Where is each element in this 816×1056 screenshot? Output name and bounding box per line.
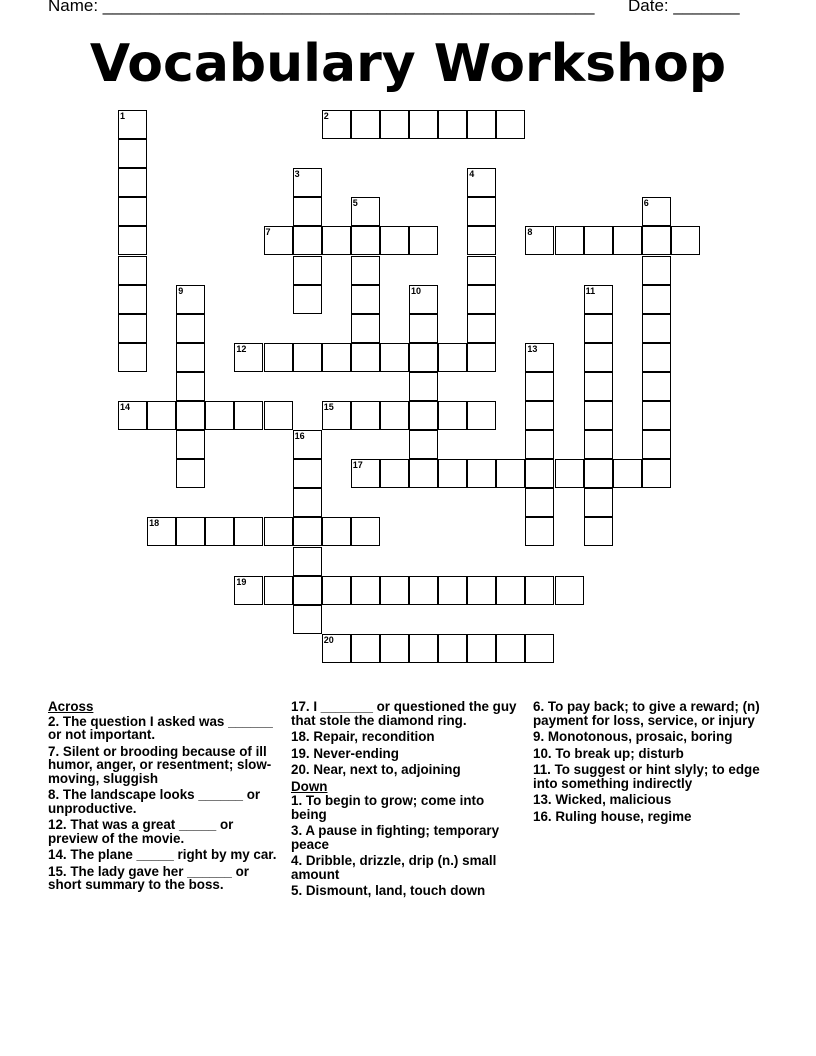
- crossword-cell[interactable]: [264, 401, 293, 430]
- crossword-cell[interactable]: [525, 488, 554, 517]
- clue-number: 4: [469, 169, 475, 180]
- crossword-cell[interactable]: [438, 110, 467, 139]
- clue-down-4: 4. Dribble, drizzle, drip (n.) small amount: [291, 853, 497, 882]
- crossword-cell[interactable]: [351, 401, 380, 430]
- crossword-cell[interactable]: [380, 459, 409, 488]
- crossword-cell[interactable]: [351, 110, 380, 139]
- crossword-cell[interactable]: [351, 343, 380, 372]
- crossword-cell[interactable]: [351, 517, 380, 546]
- crossword-cell[interactable]: [409, 634, 438, 663]
- crossword-cell[interactable]: [642, 343, 671, 372]
- crossword-cell[interactable]: [322, 343, 351, 372]
- clue-across-17: 17. I _______ or questioned the guy that stole the diamond ring.: [291, 699, 517, 728]
- crossword-cell[interactable]: [176, 314, 205, 343]
- crossword-cell[interactable]: [642, 401, 671, 430]
- crossword-cell[interactable]: [525, 576, 554, 605]
- clue-number: 20: [323, 634, 334, 645]
- crossword-cell[interactable]: [467, 314, 496, 343]
- crossword-cell[interactable]: [642, 372, 671, 401]
- crossword-cell[interactable]: [642, 314, 671, 343]
- clue-across-15: 15. The lady gave her ______ or short summary to the boss.: [48, 863, 249, 892]
- crossword-cell[interactable]: [467, 459, 496, 488]
- crossword-cell[interactable]: [351, 256, 380, 285]
- crossword-cell[interactable]: [438, 343, 467, 372]
- crossword-cell[interactable]: [118, 314, 147, 343]
- crossword-cell[interactable]: [176, 459, 205, 488]
- clue-number: 6: [643, 198, 649, 209]
- clue-number: 19: [236, 576, 247, 587]
- crossword-cell[interactable]: [467, 226, 496, 255]
- clue-number: 13: [527, 343, 538, 354]
- crossword-cell[interactable]: [467, 343, 496, 372]
- crossword-cell[interactable]: [293, 226, 322, 255]
- crossword-cell[interactable]: [525, 517, 554, 546]
- crossword-cell[interactable]: [642, 459, 671, 488]
- crossword-cell[interactable]: [205, 517, 234, 546]
- crossword-cell[interactable]: [293, 576, 322, 605]
- clue-down-3: 3. A pause in fighting; temporary peace: [291, 823, 500, 852]
- clue-number: 8: [527, 227, 533, 238]
- crossword-cell[interactable]: [351, 576, 380, 605]
- page-title: Vocabulary Workshop: [89, 34, 727, 94]
- crossword-cell[interactable]: [118, 197, 147, 226]
- clue-number: 9: [178, 285, 184, 296]
- clue-number: 3: [294, 169, 300, 180]
- crossword-cell[interactable]: [584, 517, 613, 546]
- name-field[interactable]: Name: ____________________________________________________: [48, 0, 595, 15]
- crossword-cell[interactable]: [205, 401, 234, 430]
- crossword-cell[interactable]: [438, 401, 467, 430]
- crossword-cell[interactable]: [555, 459, 584, 488]
- crossword-cell[interactable]: [118, 256, 147, 285]
- crossword-cell[interactable]: [525, 372, 554, 401]
- crossword-cell[interactable]: [438, 576, 467, 605]
- clue-number: 5: [352, 198, 358, 209]
- date-field[interactable]: Date: _______: [628, 0, 740, 15]
- crossword-cell[interactable]: [351, 285, 380, 314]
- crossword-cell[interactable]: [293, 285, 322, 314]
- clue-number: 10: [411, 285, 422, 296]
- crossword-cell[interactable]: [176, 343, 205, 372]
- crossword-cell[interactable]: [496, 634, 525, 663]
- clue-number: 15: [323, 402, 334, 412]
- crossword-cell[interactable]: [351, 634, 380, 663]
- crossword-cell[interactable]: [380, 401, 409, 430]
- crossword-cell[interactable]: [467, 634, 496, 663]
- clue-down-10: 10. To break up; disturb: [533, 745, 684, 761]
- crossword-cell[interactable]: [409, 372, 438, 401]
- crossword-cell[interactable]: [380, 110, 409, 139]
- crossword-cell[interactable]: [234, 517, 263, 546]
- crossword-cell[interactable]: [496, 576, 525, 605]
- crossword-cell[interactable]: [467, 197, 496, 226]
- clue-number: 7: [265, 227, 271, 238]
- crossword-cell[interactable]: [409, 401, 438, 430]
- crossword-cell[interactable]: [293, 197, 322, 226]
- crossword-cell[interactable]: [118, 343, 147, 372]
- clue-number: 14: [120, 402, 131, 412]
- crossword-cell[interactable]: [467, 110, 496, 139]
- crossword-cell[interactable]: [555, 226, 584, 255]
- clue-down-13: 13. Wicked, malicious: [533, 792, 672, 807]
- crossword-cell[interactable]: [264, 517, 293, 546]
- clue-down-5: 5. Dismount, land, touch down: [291, 883, 486, 898]
- crossword-cell[interactable]: [584, 372, 613, 401]
- crossword-cell[interactable]: [293, 256, 322, 285]
- down-heading: Down: [291, 778, 328, 794]
- crossword-cell[interactable]: [584, 343, 613, 372]
- crossword-cell[interactable]: [380, 343, 409, 372]
- clue-across-14: 14. The plane _____ right by my car.: [48, 847, 277, 862]
- crossword-cell[interactable]: [525, 634, 554, 663]
- crossword-cell[interactable]: [525, 430, 554, 459]
- crossword-cell[interactable]: [584, 401, 613, 430]
- crossword-cell[interactable]: [380, 634, 409, 663]
- clue-across-7: 7. Silent or brooding because of ill humor, anger, or resentment; slow-moving, sluggish: [48, 743, 272, 786]
- crossword-cell[interactable]: [322, 226, 351, 255]
- crossword-cell[interactable]: [613, 459, 642, 488]
- crossword-cell[interactable]: [118, 285, 147, 314]
- crossword-cell[interactable]: [438, 634, 467, 663]
- clue-down-1: 1. To begin to grow; come into being: [291, 793, 485, 822]
- crossword-cell[interactable]: [409, 110, 438, 139]
- crossword-cell[interactable]: [409, 314, 438, 343]
- clues-column-3: [533, 700, 765, 826]
- crossword-cell[interactable]: [264, 576, 293, 605]
- crossword-cell[interactable]: [642, 430, 671, 459]
- crossword-cell[interactable]: [584, 314, 613, 343]
- clues-column-2: [291, 700, 521, 901]
- crossword-cell[interactable]: [293, 517, 322, 546]
- crossword-cell[interactable]: [467, 285, 496, 314]
- crossword-cell[interactable]: [496, 459, 525, 488]
- crossword-cell[interactable]: [293, 605, 322, 634]
- crossword-cell[interactable]: [467, 256, 496, 285]
- clue-down-9: 9. Monotonous, prosaic, boring: [533, 729, 733, 744]
- crossword-cell[interactable]: [176, 430, 205, 459]
- crossword-cell[interactable]: [409, 576, 438, 605]
- clue-number: 18: [149, 518, 160, 529]
- crossword-cell[interactable]: [176, 517, 205, 546]
- crossword-cell[interactable]: [555, 576, 584, 605]
- crossword-cell[interactable]: [642, 256, 671, 285]
- clue-across-2: 2. The question I asked was ______ or not important.: [48, 713, 273, 742]
- crossword-cell[interactable]: [496, 110, 525, 139]
- crossword-cell[interactable]: [584, 430, 613, 459]
- crossword-cell[interactable]: [467, 401, 496, 430]
- clue-number: 12: [236, 343, 247, 354]
- clues-column-1: [48, 700, 283, 895]
- crossword-cell[interactable]: [438, 459, 467, 488]
- crossword-cell[interactable]: [264, 343, 293, 372]
- clue-across-8: 8. The landscape looks ______ or unproductive.: [48, 787, 261, 816]
- crossword-cell[interactable]: [322, 576, 351, 605]
- crossword-cell[interactable]: [642, 226, 671, 255]
- clue-down-16: 16. Ruling house, regime: [533, 808, 692, 824]
- clue-across-18: 18. Repair, recondition: [291, 729, 435, 744]
- clue-number: 16: [294, 431, 305, 442]
- crossword-cell[interactable]: [118, 139, 147, 168]
- clue-across-20: 20. Near, next to, adjoining: [291, 762, 461, 777]
- crossword-cell[interactable]: [671, 226, 700, 255]
- crossword-cell[interactable]: [176, 372, 205, 401]
- crossword-cell[interactable]: [584, 226, 613, 255]
- crossword-cell[interactable]: [351, 314, 380, 343]
- crossword-cell[interactable]: [525, 401, 554, 430]
- crossword-cell[interactable]: [118, 168, 147, 197]
- crossword-cell[interactable]: [380, 576, 409, 605]
- crossword-cell[interactable]: [380, 226, 409, 255]
- crossword-cell[interactable]: [351, 226, 380, 255]
- crossword-cell[interactable]: [584, 488, 613, 517]
- across-heading: Across: [48, 699, 94, 714]
- clue-across-12: 12. That was a great _____ or preview of the movie.: [48, 817, 234, 846]
- crossword-cell[interactable]: [176, 401, 205, 430]
- crossword-cell[interactable]: [322, 517, 351, 546]
- crossword-cell[interactable]: [467, 576, 496, 605]
- clue-down-11: 11. To suggest or hint slyly; to edge into something indirectly: [533, 762, 760, 791]
- clue-down-6: 6. To pay back; to give a reward; (n) payment for loss, service, or injury: [533, 699, 760, 728]
- crossword-cell[interactable]: [234, 401, 263, 430]
- clue-across-19: 19. Never-ending: [291, 745, 399, 761]
- crossword-cell[interactable]: [409, 430, 438, 459]
- crossword-cell[interactable]: [584, 459, 613, 488]
- crossword-cell[interactable]: [642, 285, 671, 314]
- clue-number: 11: [585, 285, 596, 296]
- crossword-cell[interactable]: [293, 547, 322, 576]
- crossword-cell[interactable]: [118, 226, 147, 255]
- clue-number: 1: [120, 111, 126, 121]
- crossword-cell[interactable]: [147, 401, 176, 430]
- crossword-cell[interactable]: [293, 488, 322, 517]
- crossword-cell[interactable]: [409, 459, 438, 488]
- clue-number: 2: [323, 111, 329, 121]
- crossword-cell[interactable]: [613, 226, 642, 255]
- crossword-cell[interactable]: [525, 459, 554, 488]
- crossword-cell[interactable]: [293, 459, 322, 488]
- crossword-cell[interactable]: [293, 343, 322, 372]
- crossword-cell[interactable]: [409, 226, 438, 255]
- clue-number: 17: [352, 460, 363, 471]
- crossword-cell[interactable]: [409, 343, 438, 372]
